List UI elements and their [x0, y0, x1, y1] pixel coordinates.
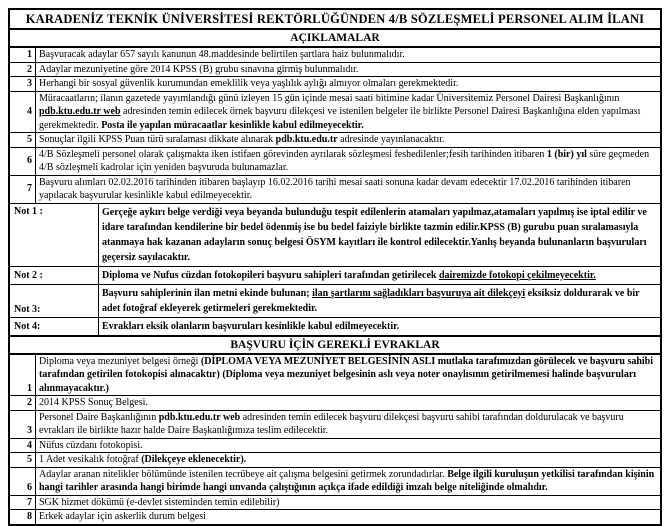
- table-row: [10, 92, 660, 134]
- table-row: [10, 176, 660, 204]
- row-label: 3: [10, 77, 36, 91]
- text-segment: Adaylar aranan nitelikler bölümünde istenilen tecrübeye ait çalışma belgesini getirmek zorundadırlar.: [39, 468, 448, 480]
- text-segment: (Dilekçeye eklenecektir).: [141, 454, 247, 465]
- row-label: 5: [10, 453, 36, 467]
- row-label: 4: [10, 92, 36, 133]
- row-text: [36, 133, 660, 147]
- table-row: [10, 63, 660, 78]
- text-segment: Başvuru alımları 02.02.2016 tarihinden itibaren başlayıp 16.02.2016 tarihi mesai saati sonuna kadar devam edecektir 17.02.2016 tarihinden itibaren yapılacak başvurular kesinlikle kabul edilmeyecektir.: [39, 176, 631, 201]
- row-text: [36, 439, 660, 453]
- text-segment: eksiksiz doldurarak ve bir adet fotoğraf ekleyerek getirmeleri gerekmektedir.: [102, 287, 640, 314]
- text-segment: Diploma veya mezuniyet belgesi örneği: [39, 355, 201, 367]
- text-segment: adresinde yayınlanacaktır.: [337, 134, 445, 145]
- note-row: [10, 285, 660, 318]
- text-segment: pdb.ktu.edu.tr web: [158, 411, 241, 423]
- text-segment: Adaylar mezuniyetine göre 2014 KPSS (B) grubu sınavına girmiş bulunmalıdır.: [39, 63, 359, 75]
- row-text: [36, 176, 660, 203]
- row-text: [36, 48, 660, 62]
- page-title: KARADENİZ TEKNİK ÜNİVERSİTESİ REKTÖRLÜĞÜNDEN 4/B SÖZLEŞMELİ PERSONEL ALIM İLANI: [10, 10, 660, 30]
- table-row: [10, 355, 660, 397]
- section1-rows: [10, 48, 660, 204]
- table-row: [10, 411, 660, 439]
- text-segment: 4/B Sözleşmeli personel olarak çalışmakta iken istifaen görevinden ayrılarak sözleşmesi feshedilenler;fesih tarihinden itibaren: [39, 148, 547, 160]
- text-segment: Diploma ve Nufus cüzdan fotokopileri başvuru sahipleri tarafından getirilecek: [102, 269, 439, 281]
- row-text: [99, 267, 660, 284]
- text-segment: 1 (bir) yıl: [546, 148, 587, 160]
- text-segment: Başvuracak adaylar 657 sayılı kanunun 48.maddesinde belirtilen şartlara haiz bulunmalıdır.: [39, 49, 405, 60]
- text-segment: Sonuçlar ilgili KPSS Puan türü sıralaması dikkate alınarak: [39, 134, 276, 145]
- table-row: [10, 439, 660, 454]
- row-text: [36, 63, 660, 77]
- section2-rows: [10, 355, 660, 524]
- text-segment: Belge ilgili kuruluşun yetkilisi tarafından kişinin hangi tarihler arasında hangi birimde hangi unvanda çalıştığının açıkça ifade edildiği imzalı belge niteliğinde olmalıdır.: [39, 468, 655, 493]
- text-segment: dairemizde fotokopi çekilmeyecektir.: [438, 269, 596, 281]
- row-label: 6: [10, 468, 36, 495]
- table-row: [10, 510, 660, 524]
- row-text: [99, 204, 660, 266]
- text-segment: SGK hizmet dökümü (e-devlet sisteminden temin edilebilir): [39, 496, 280, 508]
- table-row: [10, 396, 660, 411]
- row-text: [36, 77, 660, 91]
- row-label: 1: [10, 48, 36, 62]
- row-label: 3: [10, 411, 36, 438]
- row-label: Not 2 :: [10, 267, 99, 284]
- note-row: [10, 318, 660, 336]
- row-label: 7: [10, 176, 36, 203]
- table-row: [10, 148, 660, 176]
- text-segment: pdb.ktu.edu.tr web: [39, 106, 121, 117]
- row-label: Not 4:: [10, 318, 99, 335]
- row-label: 1: [10, 355, 36, 396]
- row-text: [36, 148, 660, 175]
- row-text: [36, 510, 660, 524]
- text-segment: Evrakları eksik olanların başvuruları kesinlikle kabul edilmeyecektir.: [102, 320, 400, 332]
- row-text: [36, 92, 660, 133]
- row-text: [36, 396, 660, 410]
- table-row: [10, 133, 660, 148]
- table-row: [10, 48, 660, 63]
- text-segment: (DİPLOMA VEYA MEZUNİYET BELGESİNİN ASLI mutlaka tarafımızdan görülecek ve başvuru sahibi tarafından getirilen fotokopisi alınacaktır) (Diploma veya mezuniyet belgesinin aslı veya noter onaylısının getirilmemesi halinde başvuruları alınmayacaktır.): [39, 355, 654, 394]
- row-text: [36, 411, 660, 438]
- row-label: Not 3:: [10, 285, 99, 317]
- text-segment: Personel Daire Başkanlığının: [39, 411, 159, 423]
- row-label: 2: [10, 63, 36, 77]
- text-segment: 1 Adet vesikalık fotoğraf: [39, 454, 142, 465]
- row-label: 6: [10, 148, 36, 175]
- row-label: 7: [10, 496, 36, 510]
- row-label: 8: [10, 510, 36, 524]
- text-segment: ilan şartlarını sağladıkları başvuruya ait dilekçeyi: [312, 287, 526, 299]
- text-segment: Herhangi bir sosyal güvenlik kurumundan emeklilik veya yaşlılık aylığı almıyor olmaları gerekmektedir.: [39, 78, 459, 89]
- text-segment: Erkek adaylar için askerlik durum belgesi: [39, 511, 206, 522]
- text-segment: Gerçeğe aykırı belge verdiği veya beyanda bulunduğu tespit edilenlerin atamaları yapılmaz,atamaları yapılmış ise iptal edilir ve idare tarafından kendilerine bir bedel ödenmiş ise bu bedel faiziyle birlikte tazmin edilir.KPSS (B) gurubu puan sıralamasıyla atanmaya hak kazanan adayların sonuç belgesi ÖSYM kayıtları ile kontrol edilecektir.Yanlış beyanda bulunanların başvuruları geçersiz sayılacaktır.: [102, 206, 647, 263]
- row-text: [36, 453, 660, 467]
- text-segment: pdb.ktu.edu.tr: [275, 134, 338, 145]
- note-row: [10, 267, 660, 285]
- text-segment: Nüfus cüzdanı fotokopisi.: [39, 439, 143, 451]
- row-text: [36, 496, 660, 510]
- notes-rows: [10, 204, 660, 336]
- table-row: [10, 77, 660, 92]
- text-segment: adresinden temin edilecek örnek başvuru dilekçesi ve istenilen belgeler ile birlikte Personel Dairesi Başkanlığına elden yapılması gerekmektedir.: [39, 106, 641, 131]
- row-text: [99, 318, 660, 335]
- row-text: [36, 468, 660, 495]
- row-text: [36, 355, 660, 396]
- row-label: Not 1 :: [10, 204, 99, 266]
- row-label: 5: [10, 133, 36, 147]
- section2-header: BAŞVURU İÇİN GEREKLİ EVRAKLAR: [10, 336, 660, 355]
- row-label: 4: [10, 439, 36, 453]
- table-row: [10, 496, 660, 511]
- table-row: [10, 453, 660, 468]
- table-row: [10, 468, 660, 496]
- text-segment: Müracaatların; ilanın gazetede yayımlandığı günü izleyen 15 gün içinde mesai saati bitimine kadar Üniversitemiz Personel Dairesi Başkanlığının: [39, 92, 620, 104]
- section1-header: AÇIKLAMALAR: [10, 30, 660, 48]
- text-segment: Posta ile yapılan müracaatlar kesinlikle kabul edilmeyecektir.: [101, 119, 364, 131]
- row-text: [99, 285, 660, 317]
- text-segment: Başvuru sahiplerinin ilan metni ekinde bulunan;: [102, 287, 313, 299]
- announcement-table: [8, 8, 662, 526]
- row-label: 2: [10, 396, 36, 410]
- note-row: [10, 204, 660, 267]
- text-segment: süre geçmeden 4/B sözleşmeli kadrolar için yeniden başvuruda bulunamazlar.: [39, 148, 650, 173]
- text-segment: adresinden temin edilecek başvuru dilekçesi başvuru sahibi tarafından doldurulacak ve başvuru evrakları ile birlikte hazır halde Daire Başkanlığımıza teslim edilecektir.: [39, 411, 624, 436]
- text-segment: 2014 KPSS Sonuç Belgesi.: [39, 397, 148, 408]
